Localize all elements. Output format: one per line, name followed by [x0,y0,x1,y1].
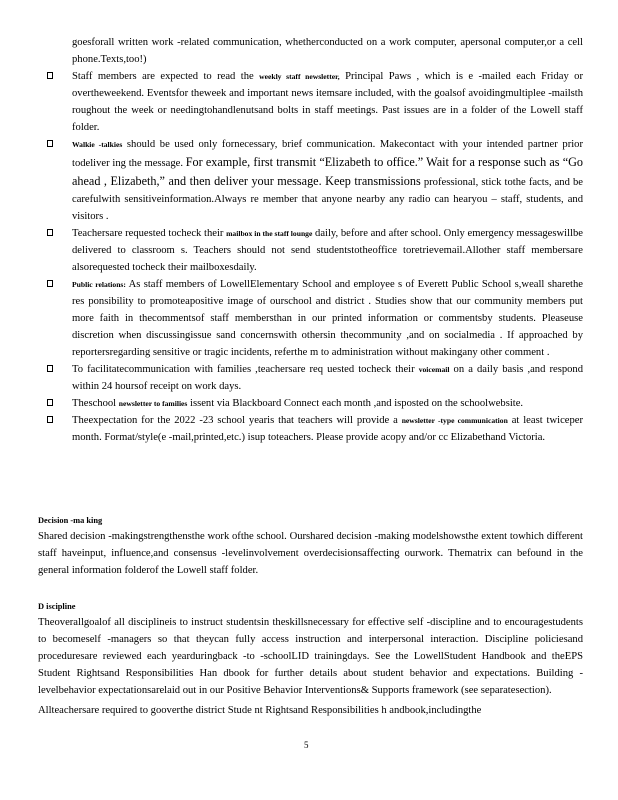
page-number: 5 [304,740,309,750]
section-heading: D iscipline [38,602,76,611]
square-bullet-icon [47,140,53,147]
square-bullet-icon [47,72,53,79]
item-text: issent via Blackboard Connect each month ,and isposted on the schoolwebsite. [187,398,524,409]
item-emphasis: newsletter -type communication [401,416,508,425]
item-example-text: For example, first transmit “Elizabeth to office.” Wait for a response such as “Go ahead , Elizabeth,” and then deliver your message. Keep transmissions [72,155,583,188]
decision-making-section [38,514,583,579]
item-text: daily, before and after school. Only emergency messageswillbe delivered to classroom s. Teachers should not send studentstotheoffice toretrievemail.Allother staff membersare alsorequested tocheck their mailboxesdaily. [72,228,583,273]
list-item-walkie-talkies [38,136,583,225]
discipline-section [38,600,583,719]
section-body: Shared decision -makingstrengthensthe work ofthe school. Ourshared decision -making modelshowsthe extent towhich different staff haveinput, influence,and consensus -levelinvolvement overdecisionsaffecting ourwork. Thematrix can befound in the general information folderof the Lowell staff folder. [38,531,583,576]
list-item-voicemail [38,361,583,395]
square-bullet-icon [47,229,53,236]
section-heading: Decision -ma king [38,516,103,525]
item-text: Staff members are expected to read the [72,71,260,82]
item-text: Principal Paws , which is e -mailed each Friday or overtheweekend. Eventsfor theweek and important news itemsare included, with the goalsof avoidingmultiplee -mailsth roughout the week or needingtohandlenutsand bolts in staff meetings. Past issues are in a folder of the Lowell staff folder. [72,71,583,133]
square-bullet-icon [47,365,53,372]
list-item-teacher-newsletter [38,412,583,446]
item-text: should be used only fornecessary, brief communication. Makecontact with your intended partner prior todeliver ing the message. [72,139,584,169]
item-emphasis: Public relations: [72,280,126,289]
list-item-public-relations [38,276,583,361]
item-emphasis: weekly staff newsletter, [259,72,340,81]
item-text: Teachersare requested tocheck their [72,228,227,239]
item-text: Theexpectation for the 2022 -23 school yearis that teachers will provide a [72,415,402,426]
item-text: As staff members of LowellElementary School and employee s of Everett Public School s,weall sharethe res ponsibility to promoteapositive image of ourschool and district . Studies show that our community members put more faith in thecommentsof staff membersthan in our printed information or commentsby students. Pleaseuse discretion when discussingissue sand concernswith othersin thecommunity ,and on socialmedia . If approached by reportersregarding sensitive or tragic incidents, referthe m to administration without makingany other comment . [72,279,583,358]
item-text: Theschool [72,398,119,409]
item-emphasis: Walkie -talkies [72,140,123,149]
square-bullet-icon [47,280,53,287]
intro-continuation-text: goesforall written work -related communication, whetherconducted on a work computer, apersonal computer,or a cell phone.Texts,too!) [72,37,583,65]
item-text: on a daily basis ,and respond within 24 hoursof receipt on work days. [72,364,584,392]
list-item-school-newsletter [38,395,583,412]
square-bullet-icon [47,399,53,406]
section-body-continued: Allteachersare required to gooverthe district Stude nt Rightsand Responsibilities h andbook,includingthe [38,705,482,716]
list-item-mailbox [38,225,583,276]
square-bullet-icon [47,416,53,423]
item-text: at least twiceper month. Format/style(e -mail,printed,etc.) isup toteachers. Please provide acopy and/or cc Elizabethand Victoria. [72,415,583,443]
item-emphasis: voicemail [418,365,450,374]
communication-bullet-list [38,34,583,446]
item-emphasis: mailbox in the staff lounge [226,229,313,238]
list-item-newsletter [38,68,583,136]
item-emphasis: newsletter to families [118,399,188,408]
item-text: professional, stick tothe facts, and be carefulwith sensitiveinformation.Always re member that anyone nearby any radio can hearyou – staff, students, and visitors . [72,177,583,222]
section-body: Theoverallgoalof all disciplineis to instruct studentsin theskillsnecessary for effective self -discipline and to encouragestudents to becomeself -managers so that theycan fully access instruction and interpersonal interaction. Discipline policiesand proceduresare reviewed each yearduringback -to -schoolLID trainingdays. See the LowellStudent Handbook and theEPS Student Rightsand Responsibilities Han dbook for further details about student behavior and expectations. Building -levelbehavior expectationsarelaid out in our Positive Behavior Interventions& Supports framework (see separatesection). [38,617,583,696]
item-text: To facilitatecommunication with families ,teachersare req uested tocheck their [72,364,419,375]
